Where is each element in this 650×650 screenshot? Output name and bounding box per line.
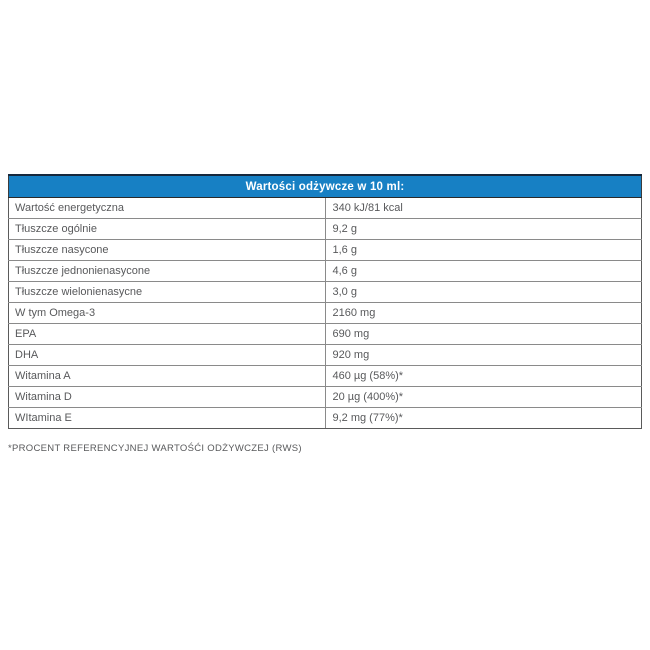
row-label: Tłuszcze ogólnie	[9, 219, 326, 240]
row-label: Wartość energetyczna	[9, 198, 326, 219]
row-value: 20 µg (400%)*	[325, 387, 642, 408]
row-value: 3,0 g	[325, 282, 642, 303]
row-label: Tłuszcze wielonienasycne	[9, 282, 326, 303]
table-row	[9, 240, 642, 261]
row-label: EPA	[9, 324, 326, 345]
row-label: Tłuszcze jednonienasycone	[9, 261, 326, 282]
row-label: Witamina A	[9, 366, 326, 387]
row-label: Tłuszcze nasycone	[9, 240, 326, 261]
table-row	[9, 387, 642, 408]
table-row	[9, 198, 642, 219]
row-value: 340 kJ/81 kcal	[325, 198, 642, 219]
table-row	[9, 282, 642, 303]
table-row	[9, 345, 642, 366]
nutrition-table-body	[9, 198, 642, 429]
table-row	[9, 324, 642, 345]
row-value: 690 mg	[325, 324, 642, 345]
row-value: 9,2 g	[325, 219, 642, 240]
table-row	[9, 303, 642, 324]
nutrition-table-header: Wartości odżywcze w 10 ml:	[9, 175, 642, 198]
nutrition-table	[8, 174, 642, 429]
row-value: 920 mg	[325, 345, 642, 366]
row-label: WItamina E	[9, 408, 326, 429]
table-row	[9, 408, 642, 429]
row-value: 4,6 g	[325, 261, 642, 282]
row-label: W tym Omega-3	[9, 303, 326, 324]
row-value: 460 µg (58%)*	[325, 366, 642, 387]
row-value: 1,6 g	[325, 240, 642, 261]
reference-value-footnote: *PROCENT REFERENCYJNEJ WARTOŚĆI ODŻYWCZEJ (RWS)	[8, 443, 302, 454]
nutrition-table-container	[8, 174, 642, 429]
row-value: 2160 mg	[325, 303, 642, 324]
row-label: Witamina D	[9, 387, 326, 408]
table-row	[9, 261, 642, 282]
row-label: DHA	[9, 345, 326, 366]
row-value: 9,2 mg (77%)*	[325, 408, 642, 429]
table-row	[9, 219, 642, 240]
table-row	[9, 366, 642, 387]
